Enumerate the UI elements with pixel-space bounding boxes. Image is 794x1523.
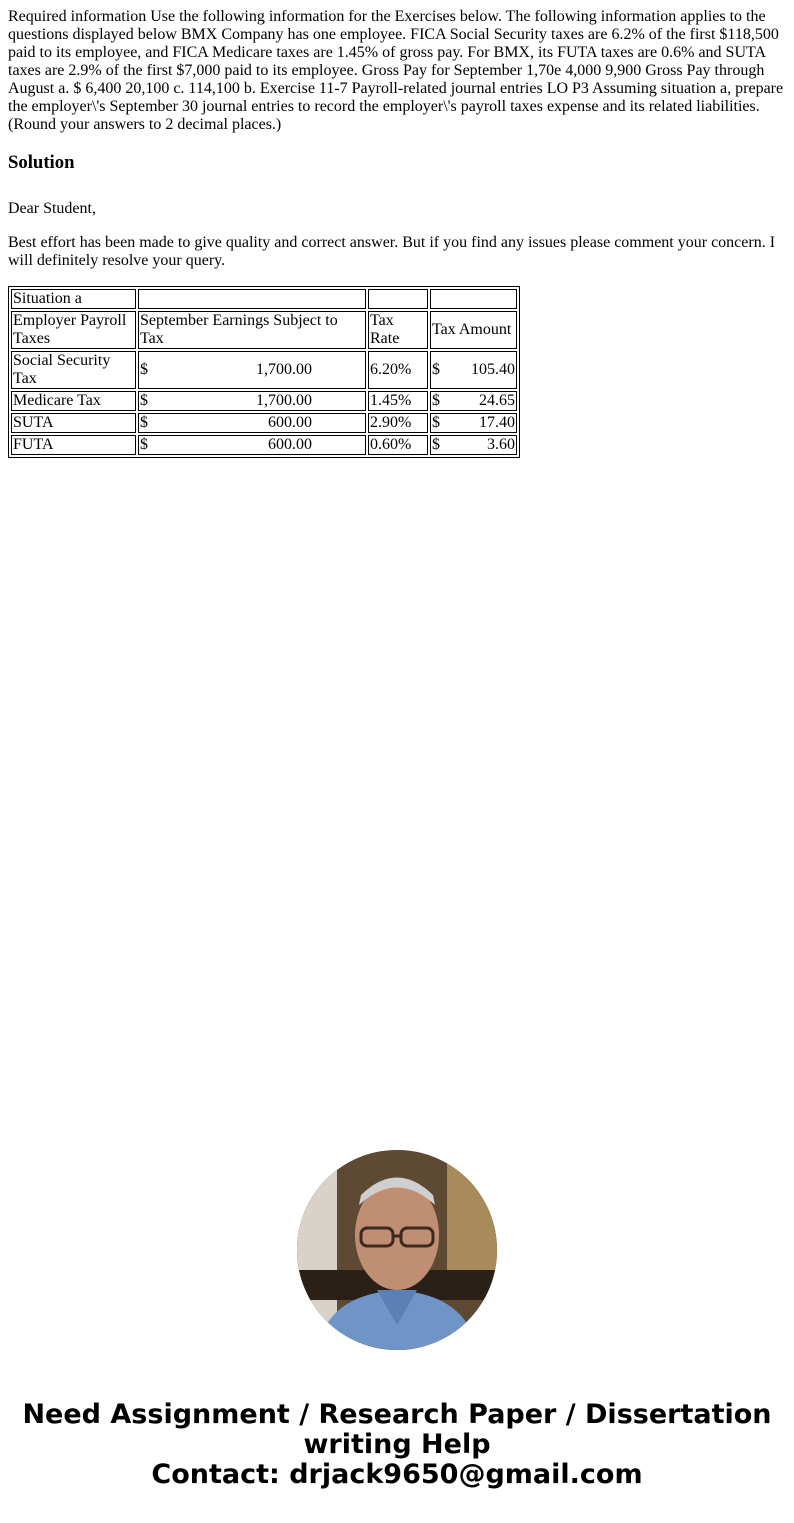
tax-amount: 24.65: [479, 392, 515, 409]
greeting: Dear Student,: [8, 200, 96, 217]
column-header: Tax Rate: [368, 311, 428, 349]
table-empty-cell: [430, 289, 517, 309]
tax-rate: 0.60%: [368, 435, 428, 455]
question-text: Required information Use the following information for the Exercises below. The following information applies to the questions displayed below BMX Company has one employee. FICA Social Security taxes are 6.2% of the first $118,500 paid to its employee, and FICA Medicare taxes are 1.45% of gross pay. For BMX, its FUTA taxes are 0.6% and SUTA taxes are 2.9% of the first $7,000 paid to its employee. Gross Pay for September 1,70e 4,000 9,900 Gross Pay through August a. $ 6,400 20,100 c. 114,100 b. Exercise 11-7 Payroll-related journal entries LO P3 Assuming situation a, prepare the employer\'s September 30 journal entries to record the employer\'s payroll taxes expense and its related liabilities. (Round your answers to 2 decimal places.): [8, 8, 784, 133]
tax-label: Medicare Tax: [11, 391, 136, 411]
tax-amount: 3.60: [487, 436, 515, 453]
earnings-value: 600.00: [268, 436, 312, 453]
tax-label: Social Security Tax: [11, 351, 136, 389]
tax-label: FUTA: [11, 435, 136, 455]
avatar: [297, 1150, 497, 1350]
earnings-value: 600.00: [268, 414, 312, 431]
column-header: Tax Amount: [430, 311, 517, 349]
column-header: September Earnings Subject to Tax: [138, 311, 366, 349]
table-empty-cell: [138, 289, 366, 309]
promo-footer: [0, 1150, 794, 1490]
table-title-row: [11, 289, 517, 309]
currency-symbol: $: [140, 436, 148, 453]
tax-amount: 17.40: [479, 414, 515, 431]
solution-heading: Solution: [8, 152, 75, 173]
promo-text: [0, 1400, 794, 1490]
column-header: Employer Payroll Taxes: [11, 311, 136, 349]
tutor-photo-icon: [297, 1150, 497, 1350]
promo-contact: Contact: drjack9650@gmail.com: [151, 1459, 643, 1490]
table-row: [11, 435, 517, 455]
table-row: [11, 413, 517, 433]
table-header-row: [11, 311, 517, 349]
earnings-value: 1,700.00: [256, 392, 312, 409]
tax-rate: 6.20%: [368, 351, 428, 389]
earnings-value: 1,700.00: [256, 361, 312, 378]
currency-symbol: $: [140, 414, 148, 431]
currency-symbol: $: [432, 361, 440, 378]
page-content: [0, 0, 794, 458]
tax-amount: 105.40: [471, 361, 515, 378]
currency-symbol: $: [432, 414, 440, 431]
tax-label: SUTA: [11, 413, 136, 433]
currency-symbol: $: [140, 392, 148, 409]
author-note: Best effort has been made to give quality and correct answer. But if you find any issues please comment your concern. I will definitely resolve your query.: [8, 234, 776, 269]
promo-line-1: Need Assignment / Research Paper / Dissertation writing Help: [22, 1399, 772, 1460]
table-row: [11, 391, 517, 411]
currency-symbol: $: [140, 361, 148, 378]
table-empty-cell: [368, 289, 428, 309]
table-row: [11, 351, 517, 389]
currency-symbol: $: [432, 436, 440, 453]
currency-symbol: $: [432, 392, 440, 409]
table-title-cell: Situation a: [11, 289, 136, 309]
tax-rate: 1.45%: [368, 391, 428, 411]
tax-rate: 2.90%: [368, 413, 428, 433]
payroll-tax-table: [8, 286, 520, 458]
